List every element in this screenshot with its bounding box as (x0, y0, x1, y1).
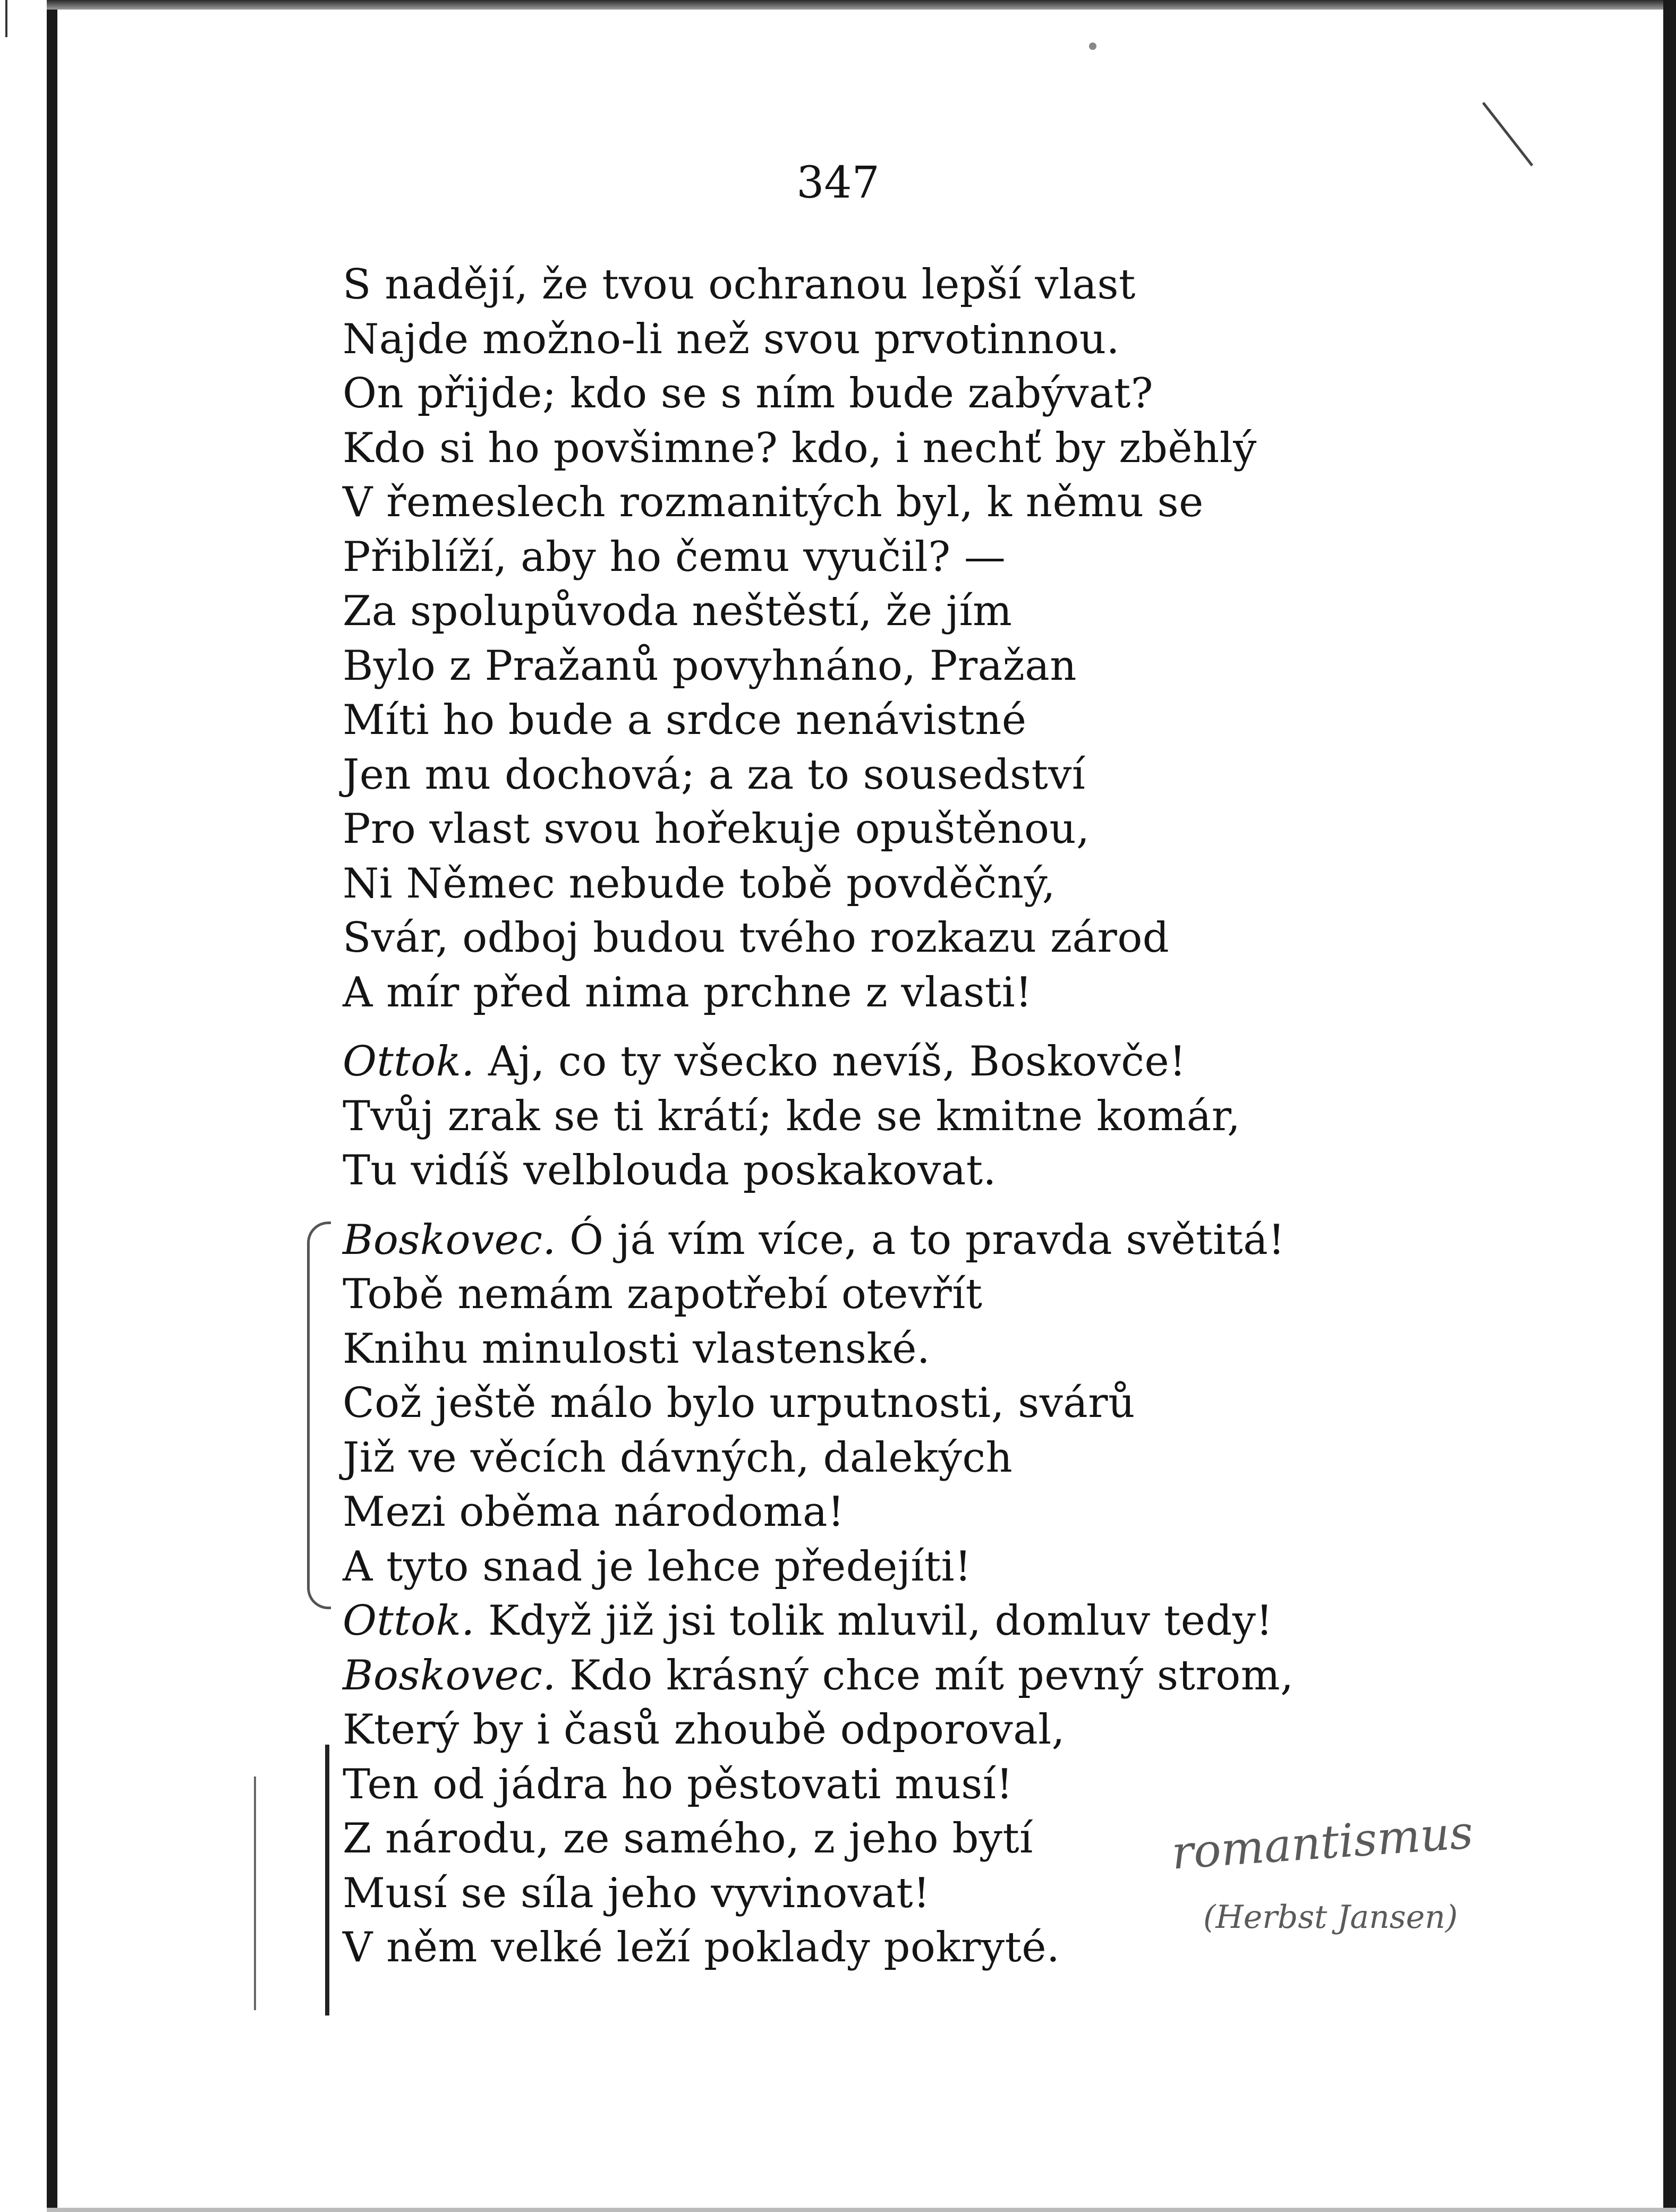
verse-line: Pro vlast svou hořekuje opuštěnou, (343, 805, 1090, 853)
verse-line: Svár, odboj budou tvého rozkazu zárod (343, 914, 1170, 962)
verse-text (343, 258, 1479, 1975)
verse-line: Za spolupůvoda neštěstí, že jím (343, 587, 1013, 635)
pencil-bracket (307, 1222, 331, 1609)
margin-line (254, 1777, 256, 2010)
verse-line: Ni Němec nebude tobě povděčný, (343, 859, 1056, 908)
verse-line: Tu vidíš velblouda poskakovat. (343, 1147, 997, 1194)
verse-line: Z národu, ze samého, z jeho bytí (343, 1815, 1033, 1863)
verse-line: Míti ho bude a srdce nenávistné (343, 696, 1027, 744)
verse-line: On přijde; kdo se s ním bude zabývat? (343, 370, 1154, 417)
verse-text-segment: Když již jsi tolik mluvil, domluv tedy! (474, 1597, 1273, 1645)
verse-line: Kdo si ho povšimne? kdo, i nechť by zběhlý (343, 424, 1257, 472)
dialogue-line (343, 1213, 1479, 1268)
scan-border-left (47, 0, 57, 2212)
speaker-name: Boskovec. (343, 1216, 556, 1264)
verse-line: A mír před nima prchne z vlasti! (343, 968, 1033, 1017)
scan-border-right (1663, 0, 1676, 2212)
scan-border-bottom (47, 2208, 1676, 2212)
verse-line: A tyto snad je lehce předejíti! (343, 1542, 972, 1591)
dialogue-line (343, 1035, 1479, 1089)
speaker-name: Ottok. (343, 1038, 475, 1086)
margin-bar (325, 1745, 329, 2015)
speaker-name: Ottok. (343, 1597, 475, 1645)
verse-line: V řemeslech rozmanitých byl, k němu se (343, 479, 1204, 526)
verse-line: V něm velké leží poklady pokryté. (343, 1924, 1060, 1971)
verse-line: Přiblíží, aby ho čemu vyučil? — (343, 533, 1006, 581)
verse-line: Ten od jádra ho pěstovati musí! (343, 1760, 1014, 1808)
verse-text-segment: Ó já vím více, a to pravda světitá! (556, 1216, 1286, 1264)
ink-dot (1089, 42, 1096, 50)
verse-line: Bylo z Pražanů povyhnáno, Pražan (343, 642, 1077, 690)
verse-line: Mezi oběma národoma! (343, 1488, 845, 1536)
verse-text-segment: Kdo krásný chce mít pevný strom, (556, 1651, 1294, 1699)
speaker-name: Boskovec. (343, 1651, 556, 1699)
verse-line: S nadějí, že tvou ochranou lepší vlast (343, 261, 1136, 309)
verse-line: Což ještě málo bylo urputnosti, svárů (343, 1379, 1135, 1427)
scan-edge-mark (5, 0, 7, 37)
scan-border-top (47, 0, 1676, 10)
verse-text-segment: Aj, co ty všecko nevíš, Boskovče! (474, 1038, 1186, 1086)
verse-line: Který by i časů zhoubě odporoval, (343, 1706, 1065, 1754)
verse-line: Tobě nemám zapotřebí otevřít (343, 1270, 983, 1318)
handwritten-note: (Herbst Jansen) (1203, 1899, 1458, 1936)
page-number: 347 (796, 158, 880, 208)
verse-line: Knihu minulosti vlastenské. (343, 1325, 931, 1373)
pencil-slash-mark (1482, 102, 1533, 166)
dialogue-line (343, 1649, 1479, 1703)
verse-line: Jen mu dochová; a za to sousedství (343, 750, 1086, 799)
verse-line: Musí se síla jeho vyvinovat! (343, 1869, 930, 1917)
verse-line: Již ve věcích dávných, dalekých (343, 1433, 1013, 1482)
handwritten-note: romantismus (1170, 1806, 1475, 1880)
dialogue-line (343, 1594, 1479, 1649)
verse-line: Najde možno-li než svou prvotinnou. (343, 315, 1120, 363)
verse-line: Tvůj zrak se ti krátí; kde se kmitne komár, (343, 1092, 1241, 1140)
